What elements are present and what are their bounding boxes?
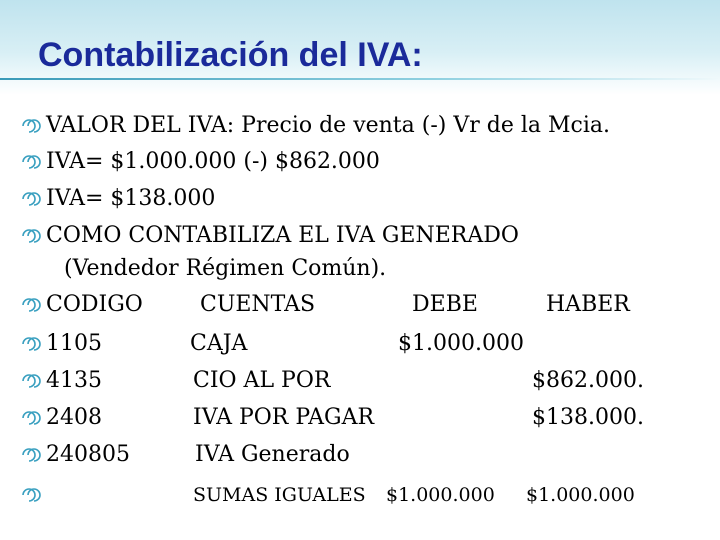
bullet-icon bbox=[20, 184, 46, 214]
table-row bbox=[0, 329, 720, 359]
table-row bbox=[0, 403, 720, 433]
bullet-icon bbox=[20, 480, 46, 510]
header-haber: HABER bbox=[546, 292, 630, 317]
table-totals-row bbox=[0, 480, 720, 510]
bullet-icon bbox=[20, 403, 46, 433]
row-codigo: 4135 bbox=[46, 368, 102, 393]
header-codigo: CODIGO bbox=[46, 292, 143, 317]
bullet-icon bbox=[20, 440, 46, 470]
row-codigo: 240805 bbox=[46, 442, 130, 467]
row-debe: $1.000.000 bbox=[398, 331, 524, 356]
header-cuentas: CUENTAS bbox=[200, 292, 316, 317]
title-underline bbox=[0, 78, 720, 80]
header-debe: DEBE bbox=[412, 292, 478, 317]
bullet-line-iva-formula bbox=[0, 147, 720, 177]
slide-title: Contabilización del IVA: bbox=[38, 36, 423, 74]
line-text: IVA= $138.000 bbox=[46, 186, 216, 211]
totals-haber: $1.000.000 bbox=[526, 484, 635, 506]
row-haber: $138.000. bbox=[532, 405, 644, 430]
row-codigo: 2408 bbox=[46, 405, 102, 430]
line-text: (Vendedor Régimen Común). bbox=[64, 256, 387, 281]
table-row bbox=[0, 366, 720, 396]
line-text: IVA= $1.000.000 (-) $862.000 bbox=[46, 149, 380, 174]
line-continuation bbox=[0, 254, 720, 284]
bullet-icon bbox=[20, 366, 46, 396]
totals-debe: $1.000.000 bbox=[386, 484, 495, 506]
line-text: VALOR DEL IVA: Precio de venta (-) Vr de la Mcia. bbox=[46, 113, 610, 138]
row-cuenta: IVA Generado bbox=[195, 442, 350, 467]
bullet-icon bbox=[20, 221, 46, 251]
bullet-icon bbox=[20, 329, 46, 359]
line-text: COMO CONTABILIZA EL IVA GENERADO bbox=[46, 223, 519, 248]
row-codigo: 1105 bbox=[46, 331, 102, 356]
row-cuenta: IVA POR PAGAR bbox=[193, 405, 375, 430]
row-cuenta: CAJA bbox=[190, 331, 248, 356]
bullet-icon bbox=[20, 111, 46, 141]
row-cuenta: CIO AL POR bbox=[193, 368, 331, 393]
bullet-line-iva-value bbox=[0, 111, 720, 141]
bullet-icon bbox=[20, 290, 46, 320]
table-header-row bbox=[0, 290, 720, 320]
bullet-line-iva-result bbox=[0, 184, 720, 214]
bullet-line-how-to bbox=[0, 221, 720, 251]
totals-label: SUMAS IGUALES bbox=[193, 484, 366, 506]
row-haber: $862.000. bbox=[532, 368, 644, 393]
bullet-icon bbox=[20, 147, 46, 177]
table-row bbox=[0, 440, 720, 470]
